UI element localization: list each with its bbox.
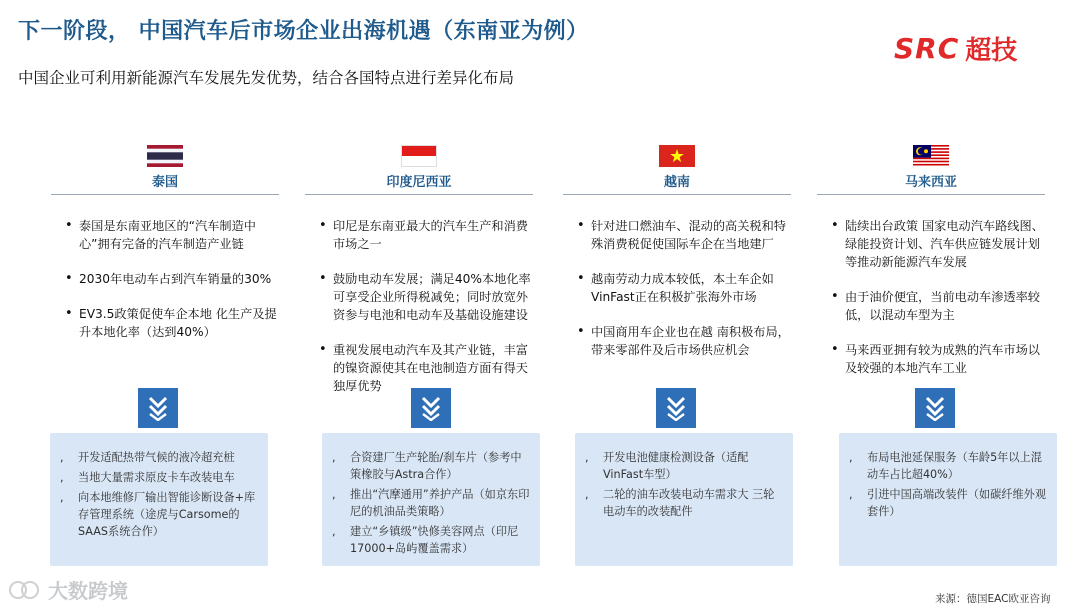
bullet-item: • 马来西亚拥有较为成熟的汽车市场以 及较强的本地汽车工业 [831,341,1045,377]
watermark-icon [8,578,42,602]
bullet-item: • 中国商用车企业也在越 南积极布局，带来零部件及后市场供应机会 [577,323,791,359]
opportunity-item: , 向本地维修厂输出智能诊断设备+库存管理系统（途虎与Carsome的SAAS系统合作） [60,489,260,540]
vietnam-flag-icon [659,145,695,167]
opportunity-item: , 布局电池延保服务（车龄5年以上混动车占比超40%） [849,449,1049,483]
logo-text: SRC [894,31,960,65]
country-name: 越南 [563,171,791,195]
country-column-indonesia [305,145,533,412]
opportunity-item: , 合资建厂生产轮胎/刹车片（参考中策橡胶与Astra合作） [332,449,532,483]
bullet-item: • EV3.5政策促使车企本地 化生产及提升本地化率（达到40%） [65,305,279,341]
country-name: 泰国 [51,171,279,195]
chevron-down-icon [411,388,451,428]
country-column-thailand [51,145,279,358]
chevron-down-icon [915,388,955,428]
source-note: 来源：德国EAC欧亚咨询 [935,593,1051,605]
watermark-logo [8,575,128,604]
chevron-down-icon [138,388,178,428]
country-bullets [305,217,533,395]
chevron-down-icon [656,388,696,428]
bullet-item: • 印尼是东南亚最大的汽车生产和消费 市场之一 [319,217,533,253]
country-bullets [563,217,791,359]
bullet-item: • 由于油价便宜，当前电动车渗透率较低，以混动车型为主 [831,288,1045,324]
opportunity-item: , 建立“乡镇级”快修美容网点（印尼17000+岛屿覆盖需求） [332,523,532,557]
opportunity-panel-vietnam [575,433,793,566]
opportunity-item: , 开发电池健康检测设备（适配VinFast车型） [585,449,785,483]
src-logo [894,32,1017,64]
opportunity-item: , 二轮的油车改装电动车需求大 三轮电动车的改装配件 [585,486,785,520]
country-column-malaysia [817,145,1045,394]
bullet-item: • 泰国是东南亚地区的“汽车制造中心”拥有完备的汽车制造产业链 [65,217,279,253]
bullet-item: • 鼓励电动车发展；满足40%本地化率可享受企业所得税减免；同时放宽外资参与电池和电动车及基础设施建设 [319,270,533,324]
opportunity-panel-thailand [50,433,268,566]
bullet-item: • 针对进口燃油车、混动的高关税和特殊消费税促使国际车企在当地建厂 [577,217,791,253]
country-bullets [817,217,1045,377]
bullet-item: • 越南劳动力成本较低，本土车企如VinFast正在积极扩张海外市场 [577,270,791,306]
opportunity-item: , 推出“汽摩通用”养护产品（如京东印尼的机油品类策略） [332,486,532,520]
opportunity-item: , 引进中国高端改装件（如碳纤维外观套件） [849,486,1049,520]
opportunity-item: , 当地大量需求原皮卡车改装电车 [60,469,260,486]
country-bullets [51,217,279,341]
opportunity-item: , 开发适配热带气候的液冷超充桩 [60,449,260,466]
logo-cn-text: 超技 [965,35,1018,66]
opportunity-panel-malaysia [839,433,1057,566]
country-name: 印度尼西亚 [305,171,533,195]
watermark-text: 大数跨境 [48,579,128,603]
page-subtitle: 中国企业可利用新能源汽车发展先发优势，结合各国特点进行差异化布局 [18,69,515,87]
bullet-item: • 2030年电动车占到汽车销量的30% [65,270,279,288]
thailand-flag-icon [147,145,183,167]
malaysia-flag-icon [913,145,949,167]
bullet-item: • 陆续出台政策 国家电动汽车路线图、 绿能投资计划、汽车供应链发展计划 等推动新能源汽车发展 [831,217,1045,271]
bullet-item: • 重视发展电动汽车及其产业链，丰富的镍资源使其在电池制造方面有得天独厚优势 [319,341,533,395]
page-title: 下一阶段， 中国汽车后市场企业出海机遇（东南亚为例） [18,19,589,44]
country-column-vietnam [563,145,791,376]
opportunity-panel-indonesia [322,433,540,566]
country-name: 马来西亚 [817,171,1045,195]
indonesia-flag-icon [401,145,437,167]
